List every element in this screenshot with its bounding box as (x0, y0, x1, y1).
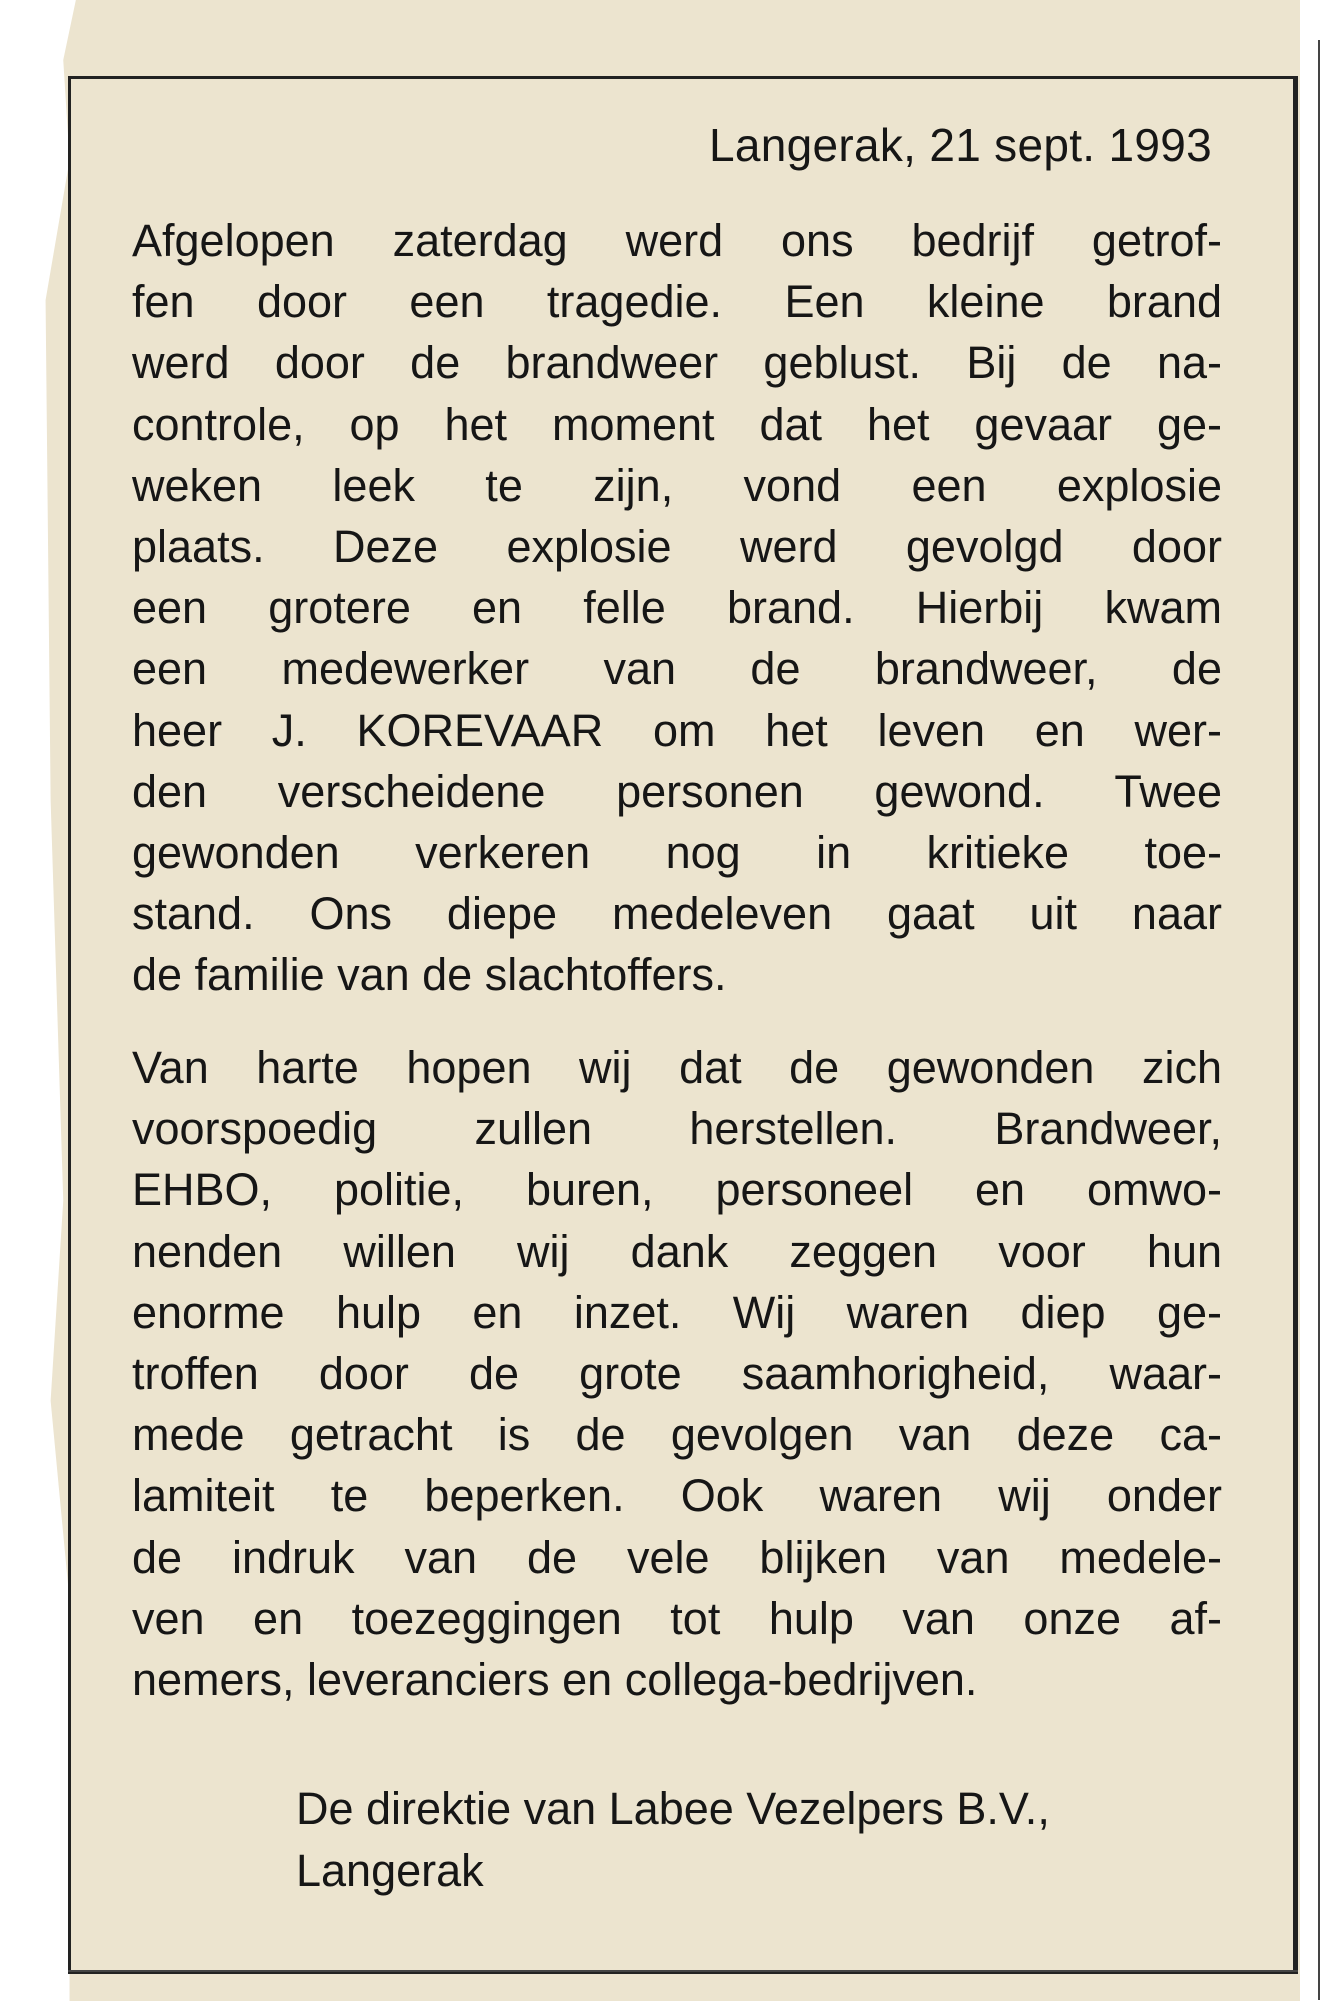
text-line: plaats. Deze explosie werd gevolgd door (132, 521, 1222, 573)
text-line: stand. Ons diepe medeleven gaat uit naar (132, 888, 1222, 940)
text-line: troffen door de grote saamhorigheid, waar- (132, 1348, 1222, 1400)
text-line: EHBO, politie, buren, personeel en omwo- (132, 1164, 1222, 1216)
text-line: de indruk van de vele blijken van medele- (132, 1531, 1222, 1583)
text-line: de familie van de slachtoffers. (132, 949, 727, 1001)
text-line: weken leek te zijn, vond een explosie (132, 459, 1222, 511)
paragraph-announcement (132, 210, 1222, 1006)
text-line: enorme hulp en inzet. Wij waren diep ge- (132, 1286, 1222, 1338)
signature-line: De direktie van Labee Vezelpers B.V., (296, 1783, 1050, 1834)
text-line: controle, op het moment dat het gevaar ge- (132, 398, 1222, 450)
frame-bottom-line (68, 1970, 1298, 1972)
text-line: voorspoedig zullen herstellen. Brandweer, (132, 1103, 1222, 1155)
text-line: nemers, leveranciers en collega-bedrijven. (132, 1654, 978, 1706)
text-line: gewonden verkeren nog in kritieke toe- (132, 827, 1222, 879)
text-line: Afgelopen zaterdag werd ons bedrijf getrof- (132, 215, 1222, 266)
text-line: heer J. KOREVAAR om het leven en wer- (132, 704, 1222, 756)
text-line: lamiteit te beperken. Ook waren wij onder (132, 1470, 1222, 1522)
signature-block (296, 1778, 1050, 1902)
text-line: fen door een tragedie. Een kleine brand (132, 276, 1222, 328)
paragraph-thanks (132, 1037, 1222, 1710)
frame-outer-line (1318, 40, 1320, 2000)
text-line: werd door de brandweer geblust. Bij de na- (132, 337, 1222, 389)
text-line: nenden willen wij dank zeggen voor hun (132, 1225, 1222, 1277)
text-line: den verscheidene personen gewond. Twee (132, 765, 1222, 817)
signature-place: Langerak (296, 1845, 484, 1896)
text-line: een medewerker van de brandweer, de (132, 643, 1222, 695)
text-line: mede getracht is de gevolgen van deze ca- (132, 1409, 1222, 1461)
text-line: ven en toezeggingen tot hulp van onze af- (132, 1592, 1222, 1644)
text-line: een grotere en felle brand. Hierbij kwam (132, 582, 1222, 634)
text-line: Van harte hopen wij dat de gewonden zich (132, 1042, 1222, 1093)
dateline: Langerak, 21 sept. 1993 (708, 119, 1212, 171)
